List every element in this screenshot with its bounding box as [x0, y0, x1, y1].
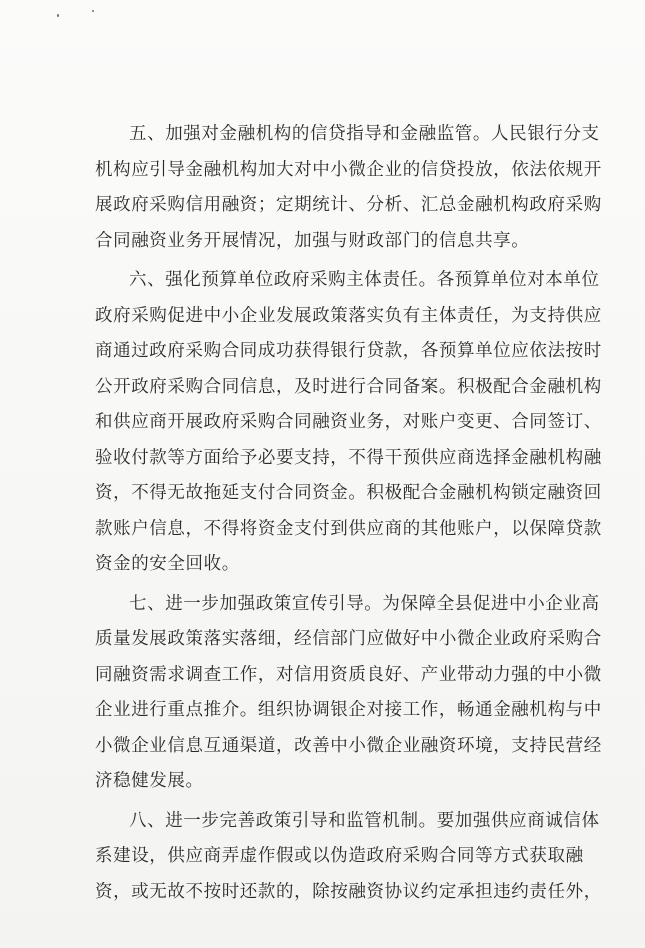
text-line: 款账户信息，不得将资金支付到供应商的其他账户，以保障贷款: [95, 518, 602, 539]
text-line: 五、加强对金融机构的信贷指导和金融监管。人民银行分支: [129, 124, 600, 144]
text-line: 合同融资业务开展情况，加强与财政部门的信息共享。: [95, 230, 530, 251]
text-line: 验收付款等方面给予必要支持，不得干预供应商选择金融机构融: [95, 447, 602, 468]
scan-speck: [57, 14, 59, 17]
text-line: 资，或无故不按时还款的，除按融资协议约定承担违约责任外，: [95, 881, 602, 902]
text-line: 同融资需求调查工作，对信用资质良好、产业带动力强的中小微: [95, 664, 602, 685]
text-line: 七、进一步加强政策宣传引导。为保障全县促进中小企业高: [129, 593, 600, 614]
text-line: 资，不得无故拖延支付合同资金。积极配合金融机构锁定融资回: [95, 483, 602, 503]
text-line: 六、强化预算单位政府采购主体责任。各预算单位对本单位: [129, 270, 600, 290]
text-line: 系建设，供应商弄虚作假或以伪造政府采购合同等方式获取融: [95, 846, 584, 866]
document-body: [95, 117, 602, 910]
text-line: 质量发展政策落实落细，经信部门应做好中小微企业政府采购合: [95, 629, 602, 649]
paragraph-section-5: [95, 117, 602, 259]
paragraph-section-6: [95, 263, 602, 583]
text-line: 企业进行重点推介。组织协调银企对接工作，畅通金融机构与中: [95, 700, 602, 720]
paragraph-section-7: [95, 587, 602, 800]
text-line: 商通过政府采购合同成功获得银行贷款，各预算单位应依法按时: [95, 341, 602, 361]
text-line: 资金的安全回收。: [95, 554, 240, 574]
text-line: 展政府采购信用融资；定期统计、分析、汇总金融机构政府采购: [95, 195, 602, 215]
text-line: 公开政府采购合同信息，及时进行合同备案。积极配合金融机构: [95, 376, 602, 397]
text-line: 八、进一步完善政策引导和监管机制。要加强供应商诚信体: [129, 810, 600, 831]
text-line: 机构应引导金融机构加大对中小微企业的信贷投放，依法依规开: [95, 159, 602, 180]
text-line: 济稳健发展。: [95, 771, 204, 791]
text-line: 小微企业信息互通渠道，改善中小微企业融资环境，支持民营经: [95, 735, 602, 756]
paragraph-section-8: [95, 804, 602, 911]
text-line: 政府采购促进中小企业发展政策落实负有主体责任，为支持供应: [95, 305, 602, 326]
scan-speck: [92, 10, 94, 12]
text-line: 和供应商开展政府采购合同融资业务，对账户变更、合同签订、: [95, 412, 602, 432]
